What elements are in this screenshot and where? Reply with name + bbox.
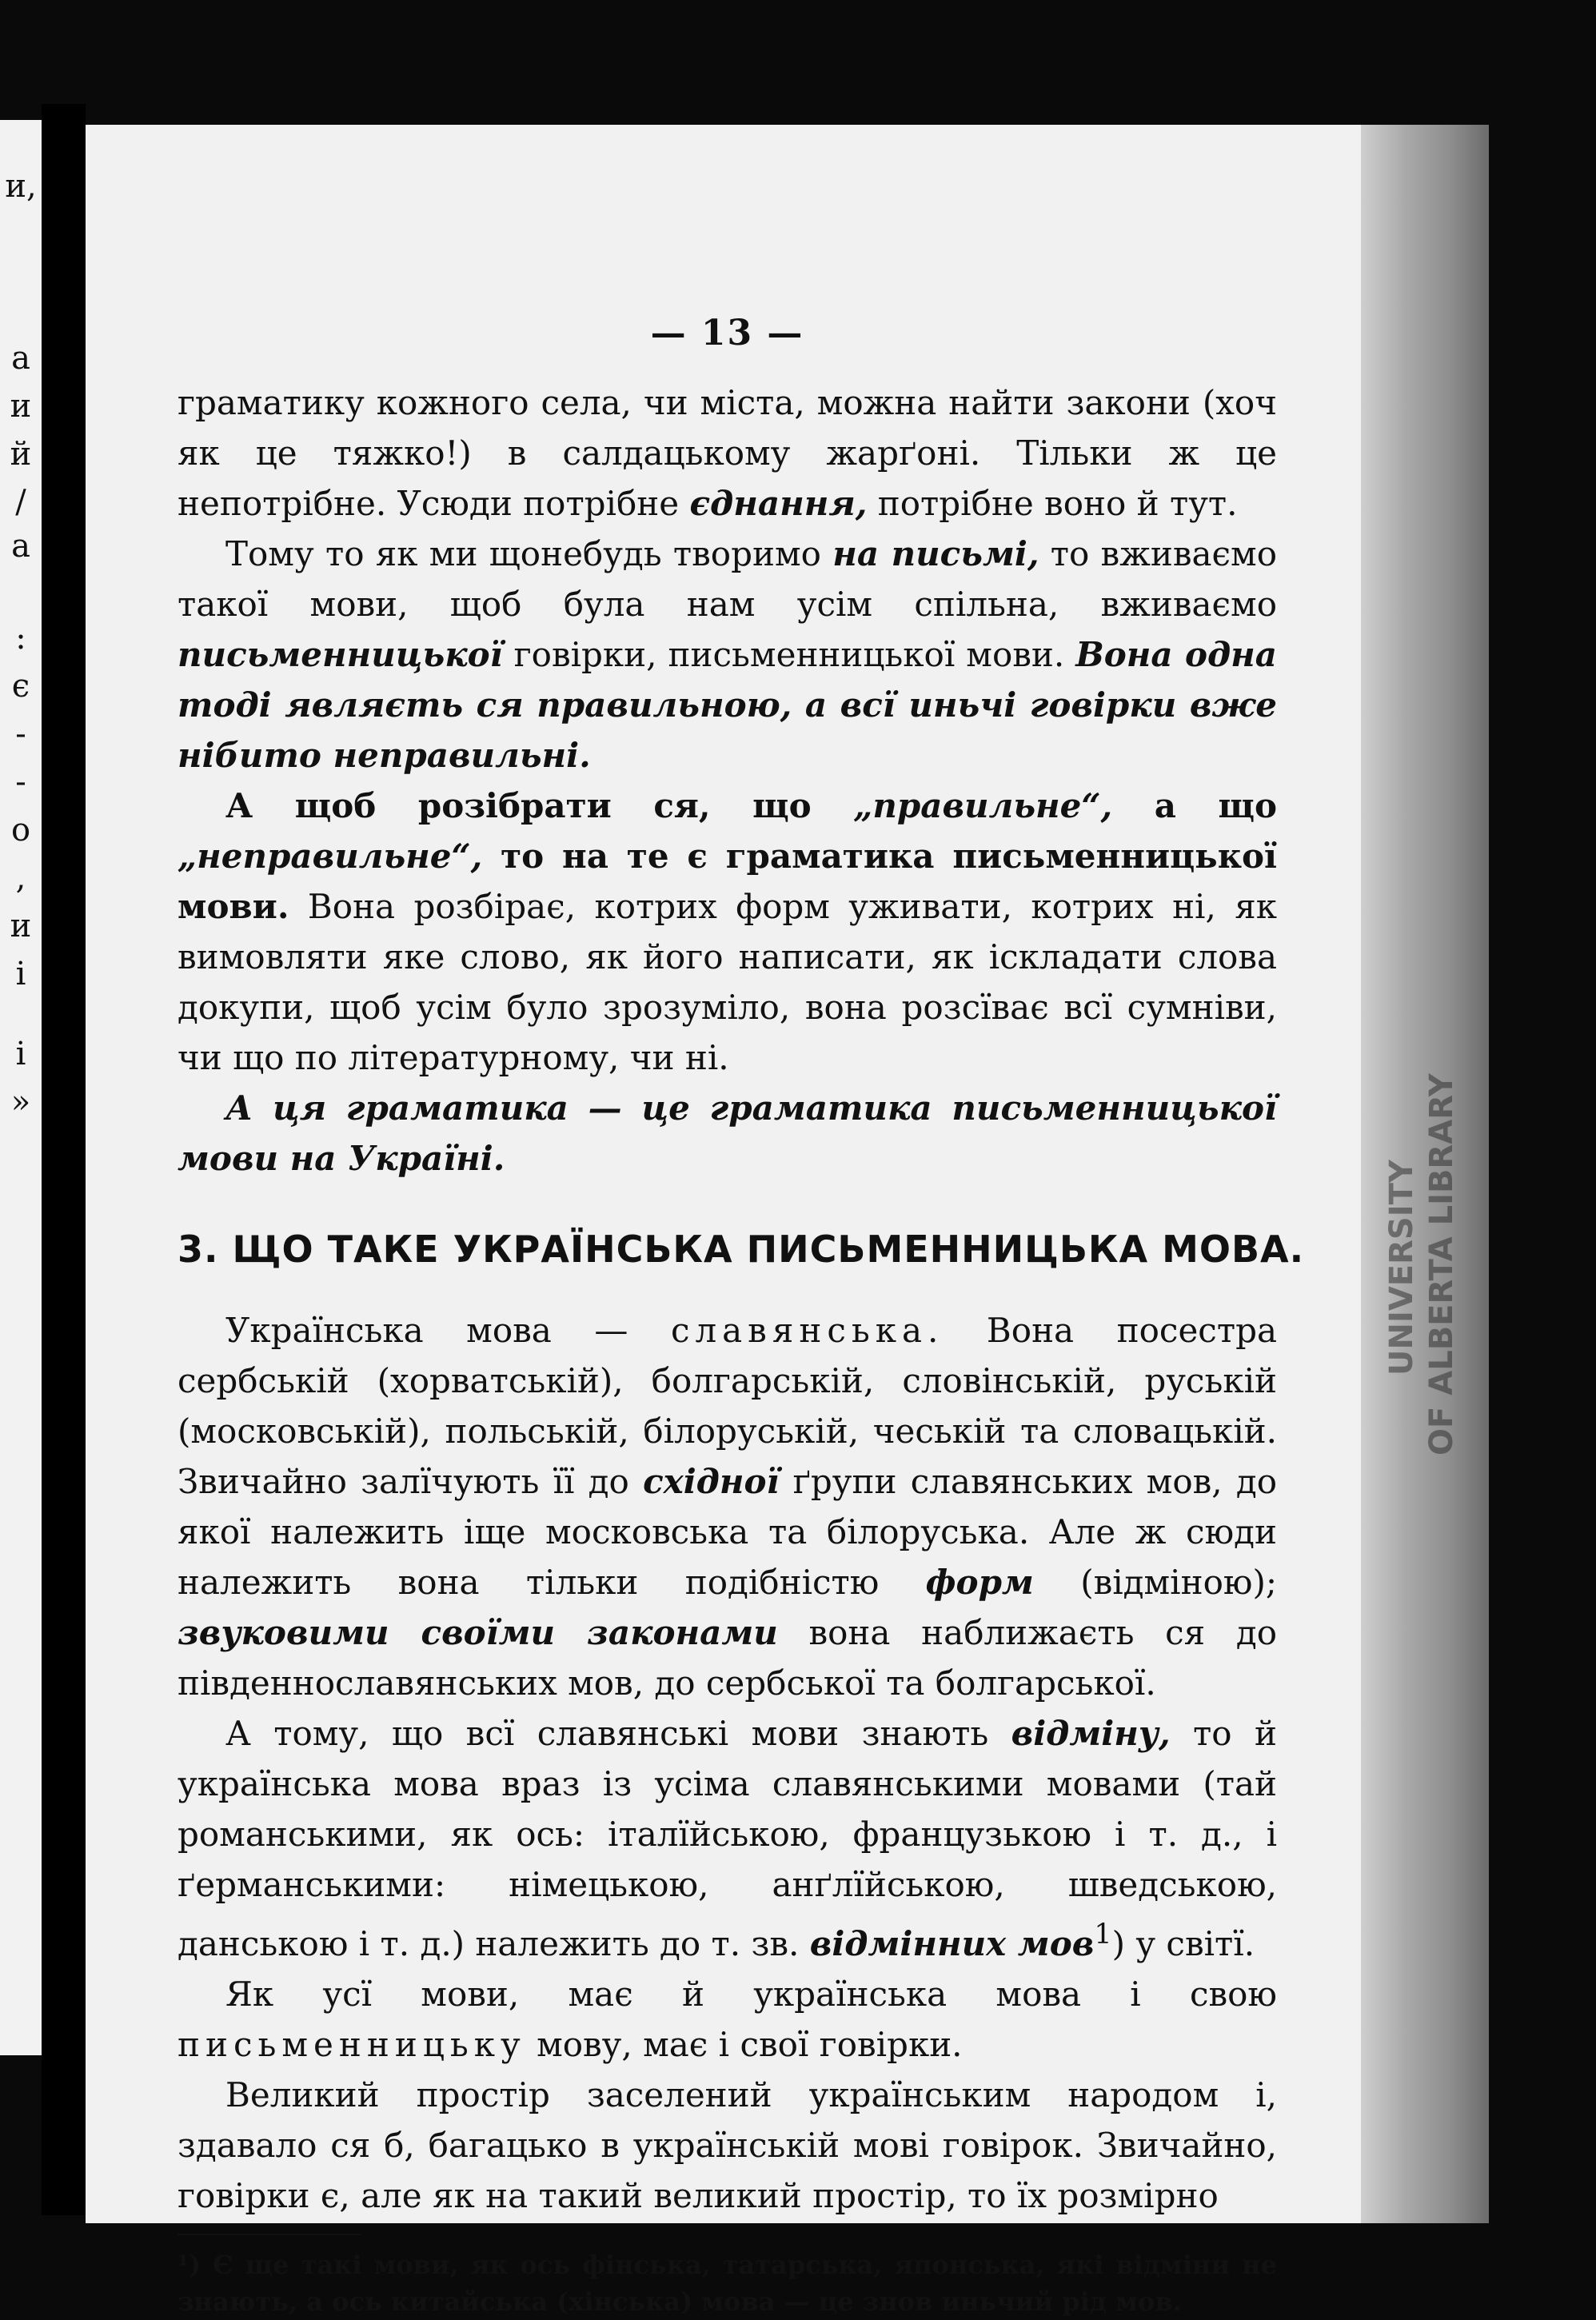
footnote-text: ¹) Є ще такі мови, як ось фінська, татарська, японська, які відміни не знають, а ось китайська (хінська) мова — це знов иньчий рід мов.: [178, 2250, 1277, 2317]
margin-glyph: :: [15, 620, 26, 657]
margin-glyph: й: [10, 436, 32, 473]
library-stamp: [1359, 1024, 1487, 1471]
paragraph: [178, 1083, 1277, 1184]
italic-run: „неправильне“,: [178, 837, 483, 876]
paragraph: [178, 1969, 1277, 2070]
margin-glyph: і: [15, 956, 26, 992]
text-run: Тому то як ми щонебудь творимо: [225, 534, 833, 573]
spaced-run: славянська.: [670, 1311, 944, 1350]
margin-glyph: и: [10, 388, 32, 425]
stamp-line: OF ALBERTA LIBRARY: [1423, 1073, 1460, 1455]
margin-glyph: є: [11, 668, 30, 705]
paragraph: [178, 1305, 1277, 1708]
paragraph: [178, 781, 1277, 1083]
book-binding: [42, 104, 86, 2215]
italic-run: форм: [925, 1563, 1034, 1602]
margin-glyph: и: [10, 908, 32, 944]
margin-glyph: а: [11, 340, 30, 377]
italic-run: Вона одна тоді являєть ся правильною, а всї иньчі говірки вже нібито неправильні.: [178, 635, 1278, 775]
text-run: говірки, письменницької мови.: [502, 635, 1076, 674]
margin-glyph: /: [15, 484, 26, 521]
text-run: вона наближаєть ся до південнославянських мов, до сербської та болгарської.: [178, 1613, 1278, 1703]
paragraph: [178, 529, 1277, 781]
page-number: — 13 —: [650, 313, 804, 353]
margin-glyph: -: [15, 764, 26, 801]
adjacent-page-strip: [0, 120, 42, 2055]
italic-run: відмінних мов: [809, 1924, 1095, 1963]
italic-run: „правильне“,: [853, 786, 1113, 825]
text-run: потрібне воно й тут.: [867, 484, 1238, 523]
margin-glyph: ,: [15, 860, 26, 896]
text-run: Вона посестра сербській (хорватській), болгарській, словінській, руській (московській), польській, білоруській, чеській та словацькій. Звичайно залїчують її до: [178, 1311, 1277, 1501]
page-text: [178, 313, 1305, 2320]
footnote-marker: 1: [1094, 1919, 1112, 1951]
text-run: ) у світї.: [1111, 1924, 1255, 1963]
margin-glyph: а: [11, 528, 30, 565]
text-run: Великий простір заселений українським народом і, здавало ся б, багацько в українській мові говірок. Звичайно, говірки є, але як на такий великий простір, то їх розмірно: [178, 2075, 1277, 2215]
margin-glyph: »: [10, 1084, 31, 1120]
text-run: то й українська мова враз із усіма славянськими мовами (тай романськими, як ось: італїйською, французькою і т. д., і ґерманськими: німецькою, анґлїйською, шведською, данською і т. д.) належить до т. зв.: [178, 1714, 1277, 1963]
paragraph: [178, 377, 1277, 529]
text-run: ґрупи славянських мов, до якої належить іще московська та білоруська. Але ж сюди належить вона тільки подібністю: [178, 1462, 1277, 1602]
stamp-line: UNIVERSITY: [1383, 1160, 1420, 1376]
margin-glyph: -: [15, 716, 26, 753]
text-run: Вона розбірає, котрих форм уживати, котрих ні, як вимовляти яке слово, як його написати, як іскладати слова докупи, щоб усім було зрозуміло, вона розсїває всї сумніви, чи що по літературному, чи ні.: [178, 887, 1277, 1077]
text-run: граматику кожного села, чи міста, можна найти закони (хоч як це тяжко!) в салдацькому жарґоні. Тільки ж це непотрібне. Усюди потрібне: [178, 383, 1277, 523]
section-heading: 3. ЩО ТАКЕ УКРАЇНСЬКА ПИСЬМЕННИЦЬКА МОВА.: [178, 1228, 1305, 1271]
text-run: то вживаємо такої мови, щоб була нам усім спільна, вживаємо: [178, 534, 1277, 624]
italic-run: відміну,: [1011, 1714, 1171, 1753]
paragraph: [178, 2070, 1277, 2221]
spaced-run: письменницьку: [178, 2025, 526, 2064]
italic-run: єднання,: [689, 484, 868, 523]
text-run: (відміною);: [1033, 1563, 1277, 1602]
italic-run: на письмі,: [832, 534, 1039, 573]
text-run: А тому, що всї славянські мови знають: [225, 1714, 1011, 1753]
book-page: [86, 125, 1361, 2317]
footnote-rule: [178, 2234, 361, 2235]
bold-run: то на те є граматика письменницької мови.: [178, 837, 1277, 926]
margin-glyph: і: [15, 1036, 26, 1072]
bold-run: а що: [1112, 786, 1277, 825]
margin-glyph: о: [10, 812, 31, 849]
text-run: Як усї мови, має й українська мова і свою: [225, 1975, 1277, 2014]
bold-run: А щоб розібрати ся, що: [225, 786, 854, 825]
margin-glyph: и,: [5, 168, 37, 205]
italic-run: письменницької: [178, 635, 503, 674]
paragraph: [178, 1708, 1277, 1969]
footnote: [178, 2246, 1277, 2320]
italic-run: східної: [643, 1462, 780, 1501]
text-run: мову, має і свої говірки.: [525, 2025, 963, 2064]
text-run: Українська мова —: [225, 1311, 671, 1350]
italic-run: А ця граматика — це граматика письменницької мови на Україні.: [178, 1088, 1277, 1178]
italic-run: звуковими своїми законами: [178, 1613, 778, 1652]
